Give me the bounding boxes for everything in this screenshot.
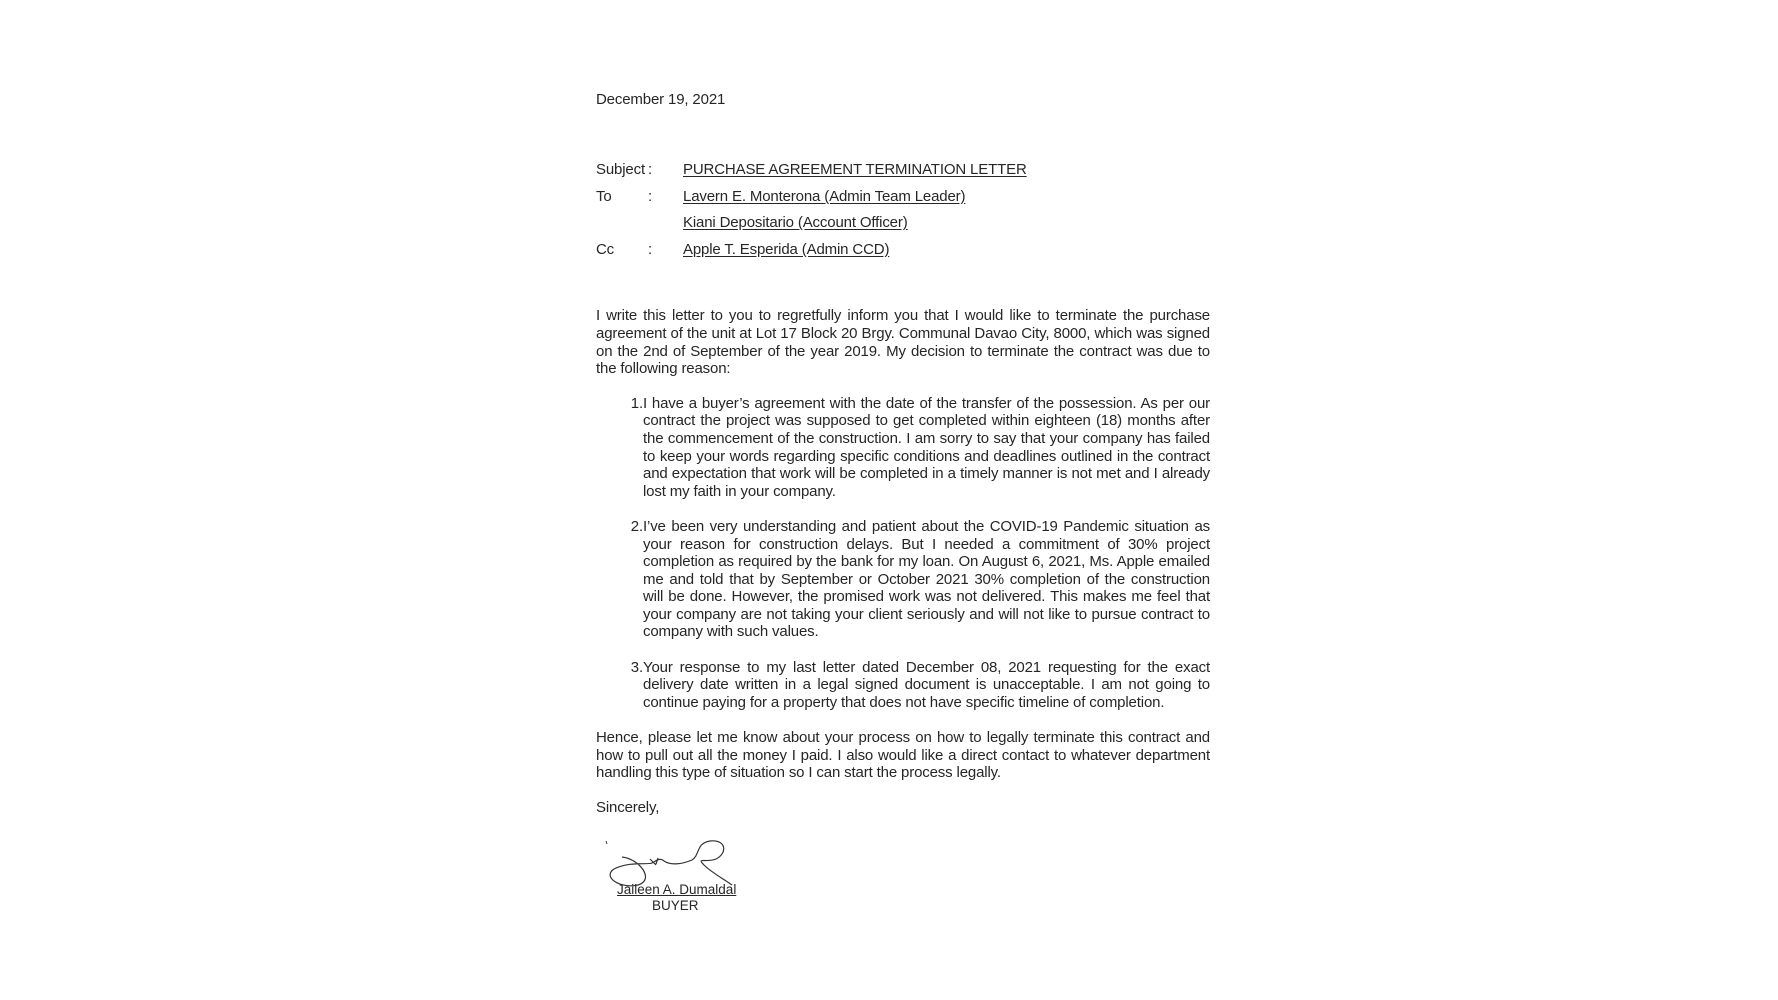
letter-header xyxy=(596,161,1210,267)
signatory-role: BUYER xyxy=(652,898,699,913)
to-colon: : xyxy=(648,187,653,205)
reason-text: I have a buyer’s agreement with the date of the transfer of the possession. As per our contract the project was supposed to get completed within eighteen (18) months after the commencement of the construction. I am sorry to say that your company has failed to keep your words regarding specific conditions and deadlines outlined in the contract and expectation that work will be completed in a timely manner is not met and I already lost my faith in your company. xyxy=(643,394,1210,500)
cc-colon: : xyxy=(648,240,653,258)
closing-paragraph: Hence, please let me know about your process on how to legally terminate this contract and how to pull out all the money I paid. I also would like a direct contact to whatever department handling this type of situation so I can start the process legally. xyxy=(596,729,1210,782)
cc-row xyxy=(596,241,1210,268)
reason-number: 1. xyxy=(630,394,643,412)
reason-number: 2. xyxy=(630,517,643,535)
sign-off: Sincerely, xyxy=(596,799,660,817)
intro-paragraph: I write this letter to you to regretfully inform you that I would like to terminate the purchase agreement of the unit at Lot 17 Block 20 Brgy. Communal Davao City, 8000, which was signed on the 2nd of September of the year 2019. My decision to terminate the contract was due to the following reason: xyxy=(596,307,1210,378)
letter-date: December 19, 2021 xyxy=(596,91,726,108)
subject-colon: : xyxy=(648,161,653,178)
subject-row xyxy=(596,161,1210,188)
to-recipient: Kiani Depositario (Account Officer) xyxy=(683,214,908,232)
to-row-2 xyxy=(596,214,1210,241)
letter-body xyxy=(596,91,1210,817)
to-row xyxy=(596,188,1210,215)
cc-recipient: Apple T. Esperida (Admin CCD) xyxy=(683,240,890,258)
signature-block xyxy=(600,835,750,915)
to-label: To xyxy=(596,187,612,205)
reason-number: 3. xyxy=(630,658,643,676)
reason-item xyxy=(596,518,1210,641)
signatory-name: Jaileen A. Dumaldal xyxy=(617,882,737,897)
subject-label: Subject xyxy=(596,161,645,178)
to-recipient: Lavern E. Monterona (Admin Team Leader) xyxy=(683,187,966,205)
subject-value: PURCHASE AGREEMENT TERMINATION LETTER xyxy=(683,161,1027,178)
reason-text: Your response to my last letter dated December 08, 2021 requesting for the exact delivery date written in a legal signed document is unacceptable. I am not going to continue paying for a property that does not have specific timeline of completion. xyxy=(643,658,1210,711)
reason-text: I’ve been very understanding and patient about the COVID-19 Pandemic situation as your reason for construction delays. But I needed a commitment of 30% project completion as required by the bank for my loan. On August 6, 2021, Ms. Apple emailed me and told that by September or October 2021 30% completion of the construction will be done. However, the promised work was not delivered. This makes me feel that your company are not taking your client seriously and will not like to pursue contract to company with such values. xyxy=(643,517,1210,641)
reasons-list xyxy=(596,395,1210,712)
reason-item xyxy=(596,659,1210,712)
cc-label: Cc xyxy=(596,240,615,258)
reason-item xyxy=(596,395,1210,501)
